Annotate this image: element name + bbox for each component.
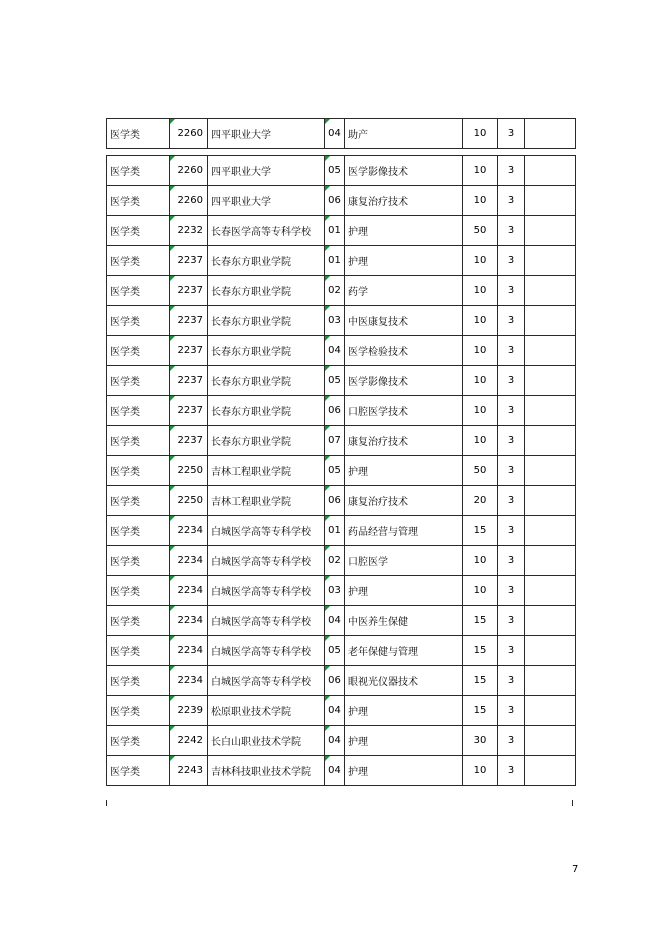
category-cell: 医学类 xyxy=(107,696,170,726)
enrollment-count-cell: 15 xyxy=(463,606,498,636)
enrollment-count-cell: 30 xyxy=(463,726,498,756)
school-code-cell: 2237 xyxy=(170,306,208,336)
table-row xyxy=(107,426,576,456)
school-code-cell: 2250 xyxy=(170,456,208,486)
school-code-cell: 2250 xyxy=(170,486,208,516)
category-cell: 医学类 xyxy=(107,246,170,276)
major-name-cell: 护理 xyxy=(345,576,463,606)
table-row xyxy=(107,546,576,576)
major-code-cell: 06 xyxy=(325,486,345,516)
major-name-cell: 医学检验技术 xyxy=(345,336,463,366)
table-row xyxy=(107,606,576,636)
school-name-cell: 长春东方职业学院 xyxy=(208,336,325,366)
category-cell: 医学类 xyxy=(107,546,170,576)
table-row xyxy=(107,666,576,696)
major-name-cell: 康复治疗技术 xyxy=(345,186,463,216)
enrollment-count-cell: 10 xyxy=(463,576,498,606)
table-row xyxy=(107,366,576,396)
note-cell xyxy=(525,246,576,276)
note-cell xyxy=(525,366,576,396)
major-name-cell: 护理 xyxy=(345,246,463,276)
school-name-cell: 白城医学高等专科学校 xyxy=(208,666,325,696)
enrollment-count-cell: 10 xyxy=(463,366,498,396)
school-name-cell: 吉林工程职业学院 xyxy=(208,456,325,486)
category-cell: 医学类 xyxy=(107,276,170,306)
major-code-cell: 01 xyxy=(325,246,345,276)
table-row xyxy=(107,696,576,726)
school-name-cell: 白城医学高等专科学校 xyxy=(208,606,325,636)
note-cell xyxy=(525,426,576,456)
study-years-cell: 3 xyxy=(498,576,525,606)
school-code-cell: 2234 xyxy=(170,516,208,546)
study-years-cell: 3 xyxy=(498,636,525,666)
note-cell xyxy=(525,576,576,606)
enrollment-count-cell: 50 xyxy=(463,216,498,246)
school-name-cell: 白城医学高等专科学校 xyxy=(208,546,325,576)
major-code-cell: 02 xyxy=(325,546,345,576)
major-name-cell: 护理 xyxy=(345,756,463,786)
category-cell: 医学类 xyxy=(107,156,170,186)
table-row xyxy=(107,186,576,216)
school-name-cell: 长春东方职业学院 xyxy=(208,246,325,276)
study-years-cell: 3 xyxy=(498,426,525,456)
category-cell: 医学类 xyxy=(107,666,170,696)
study-years-cell: 3 xyxy=(498,516,525,546)
category-cell: 医学类 xyxy=(107,306,170,336)
category-cell: 医学类 xyxy=(107,426,170,456)
major-code-cell: 04 xyxy=(325,119,345,149)
school-name-cell: 长春东方职业学院 xyxy=(208,306,325,336)
major-name-cell: 眼视光仪器技术 xyxy=(345,666,463,696)
major-code-cell: 03 xyxy=(325,576,345,606)
major-name-cell: 护理 xyxy=(345,696,463,726)
note-cell xyxy=(525,756,576,786)
school-code-cell: 2237 xyxy=(170,366,208,396)
school-name-cell: 四平职业大学 xyxy=(208,186,325,216)
major-code-cell: 05 xyxy=(325,366,345,396)
major-name-cell: 口腔医学技术 xyxy=(345,396,463,426)
table-row xyxy=(107,396,576,426)
school-name-cell: 长春东方职业学院 xyxy=(208,366,325,396)
table-row xyxy=(107,246,576,276)
enrollment-count-cell: 10 xyxy=(463,306,498,336)
note-cell xyxy=(525,666,576,696)
school-name-cell: 吉林工程职业学院 xyxy=(208,486,325,516)
study-years-cell: 3 xyxy=(498,306,525,336)
page-number: 7 xyxy=(572,864,579,875)
study-years-cell: 3 xyxy=(498,456,525,486)
enrollment-count-cell: 10 xyxy=(463,336,498,366)
enrollment-table-top xyxy=(106,118,576,149)
major-name-cell: 医学影像技术 xyxy=(345,366,463,396)
school-name-cell: 吉林科技职业技术学院 xyxy=(208,756,325,786)
category-cell: 医学类 xyxy=(107,486,170,516)
major-name-cell: 康复治疗技术 xyxy=(345,426,463,456)
table-row xyxy=(107,216,576,246)
note-cell xyxy=(525,396,576,426)
study-years-cell: 3 xyxy=(498,119,525,149)
school-code-cell: 2234 xyxy=(170,576,208,606)
table-tail-line xyxy=(106,800,107,806)
study-years-cell: 3 xyxy=(498,396,525,426)
major-code-cell: 05 xyxy=(325,156,345,186)
school-name-cell: 白城医学高等专科学校 xyxy=(208,516,325,546)
school-code-cell: 2260 xyxy=(170,119,208,149)
major-name-cell: 护理 xyxy=(345,216,463,246)
major-code-cell: 03 xyxy=(325,306,345,336)
enrollment-count-cell: 20 xyxy=(463,486,498,516)
study-years-cell: 3 xyxy=(498,486,525,516)
note-cell xyxy=(525,726,576,756)
table-row xyxy=(107,576,576,606)
table-row xyxy=(107,756,576,786)
major-code-cell: 05 xyxy=(325,456,345,486)
table-row xyxy=(107,456,576,486)
school-name-cell: 长春东方职业学院 xyxy=(208,396,325,426)
table-row xyxy=(107,156,576,186)
note-cell xyxy=(525,306,576,336)
category-cell: 医学类 xyxy=(107,756,170,786)
table-row xyxy=(107,516,576,546)
enrollment-count-cell: 50 xyxy=(463,456,498,486)
note-cell xyxy=(525,696,576,726)
study-years-cell: 3 xyxy=(498,216,525,246)
category-cell: 医学类 xyxy=(107,366,170,396)
major-name-cell: 口腔医学 xyxy=(345,546,463,576)
study-years-cell: 3 xyxy=(498,666,525,696)
enrollment-count-cell: 10 xyxy=(463,119,498,149)
major-name-cell: 药品经营与管理 xyxy=(345,516,463,546)
study-years-cell: 3 xyxy=(498,726,525,756)
major-code-cell: 07 xyxy=(325,426,345,456)
school-code-cell: 2243 xyxy=(170,756,208,786)
study-years-cell: 3 xyxy=(498,696,525,726)
note-cell xyxy=(525,546,576,576)
table-tail-line xyxy=(572,800,573,806)
category-cell: 医学类 xyxy=(107,396,170,426)
school-name-cell: 松原职业技术学院 xyxy=(208,696,325,726)
study-years-cell: 3 xyxy=(498,756,525,786)
school-name-cell: 长春东方职业学院 xyxy=(208,426,325,456)
study-years-cell: 3 xyxy=(498,336,525,366)
table-row xyxy=(107,306,576,336)
major-code-cell: 04 xyxy=(325,606,345,636)
school-code-cell: 2232 xyxy=(170,216,208,246)
enrollment-count-cell: 10 xyxy=(463,246,498,276)
enrollment-count-cell: 15 xyxy=(463,696,498,726)
category-cell: 医学类 xyxy=(107,576,170,606)
table-row xyxy=(107,336,576,366)
major-code-cell: 04 xyxy=(325,696,345,726)
school-name-cell: 白城医学高等专科学校 xyxy=(208,576,325,606)
enrollment-count-cell: 15 xyxy=(463,666,498,696)
major-name-cell: 护理 xyxy=(345,726,463,756)
study-years-cell: 3 xyxy=(498,276,525,306)
major-code-cell: 04 xyxy=(325,336,345,366)
school-code-cell: 2260 xyxy=(170,156,208,186)
school-code-cell: 2242 xyxy=(170,726,208,756)
school-name-cell: 长春医学高等专科学校 xyxy=(208,216,325,246)
enrollment-count-cell: 15 xyxy=(463,636,498,666)
enrollment-count-cell: 10 xyxy=(463,186,498,216)
study-years-cell: 3 xyxy=(498,606,525,636)
school-code-cell: 2237 xyxy=(170,396,208,426)
major-code-cell: 05 xyxy=(325,636,345,666)
category-cell: 医学类 xyxy=(107,606,170,636)
major-name-cell: 护理 xyxy=(345,456,463,486)
enrollment-count-cell: 10 xyxy=(463,426,498,456)
enrollment-count-cell: 10 xyxy=(463,546,498,576)
enrollment-count-cell: 10 xyxy=(463,276,498,306)
major-code-cell: 02 xyxy=(325,276,345,306)
school-name-cell: 白城医学高等专科学校 xyxy=(208,636,325,666)
major-code-cell: 01 xyxy=(325,216,345,246)
school-code-cell: 2234 xyxy=(170,636,208,666)
category-cell: 医学类 xyxy=(107,726,170,756)
school-code-cell: 2239 xyxy=(170,696,208,726)
major-code-cell: 06 xyxy=(325,666,345,696)
major-name-cell: 老年保健与管理 xyxy=(345,636,463,666)
study-years-cell: 3 xyxy=(498,366,525,396)
major-name-cell: 助产 xyxy=(345,119,463,149)
study-years-cell: 3 xyxy=(498,246,525,276)
major-code-cell: 04 xyxy=(325,726,345,756)
school-name-cell: 四平职业大学 xyxy=(208,119,325,149)
school-code-cell: 2234 xyxy=(170,666,208,696)
note-cell xyxy=(525,486,576,516)
study-years-cell: 3 xyxy=(498,546,525,576)
major-name-cell: 药学 xyxy=(345,276,463,306)
table-row xyxy=(107,276,576,306)
note-cell xyxy=(525,516,576,546)
note-cell xyxy=(525,119,576,149)
major-name-cell: 中医康复技术 xyxy=(345,306,463,336)
table-row xyxy=(107,636,576,666)
note-cell xyxy=(525,336,576,366)
school-name-cell: 四平职业大学 xyxy=(208,156,325,186)
note-cell xyxy=(525,606,576,636)
school-code-cell: 2260 xyxy=(170,186,208,216)
school-code-cell: 2234 xyxy=(170,546,208,576)
school-code-cell: 2237 xyxy=(170,246,208,276)
school-name-cell: 长春东方职业学院 xyxy=(208,276,325,306)
note-cell xyxy=(525,276,576,306)
note-cell xyxy=(525,186,576,216)
note-cell xyxy=(525,456,576,486)
enrollment-count-cell: 15 xyxy=(463,516,498,546)
major-name-cell: 中医养生保健 xyxy=(345,606,463,636)
table-row xyxy=(107,486,576,516)
school-code-cell: 2237 xyxy=(170,426,208,456)
note-cell xyxy=(525,156,576,186)
school-code-cell: 2237 xyxy=(170,276,208,306)
major-code-cell: 06 xyxy=(325,396,345,426)
category-cell: 医学类 xyxy=(107,516,170,546)
enrollment-count-cell: 10 xyxy=(463,396,498,426)
note-cell xyxy=(525,636,576,666)
school-code-cell: 2237 xyxy=(170,336,208,366)
category-cell: 医学类 xyxy=(107,186,170,216)
category-cell: 医学类 xyxy=(107,119,170,149)
school-code-cell: 2234 xyxy=(170,606,208,636)
note-cell xyxy=(525,216,576,246)
school-name-cell: 长白山职业技术学院 xyxy=(208,726,325,756)
study-years-cell: 3 xyxy=(498,186,525,216)
category-cell: 医学类 xyxy=(107,456,170,486)
major-code-cell: 01 xyxy=(325,516,345,546)
major-name-cell: 康复治疗技术 xyxy=(345,486,463,516)
category-cell: 医学类 xyxy=(107,216,170,246)
enrollment-count-cell: 10 xyxy=(463,156,498,186)
category-cell: 医学类 xyxy=(107,636,170,666)
study-years-cell: 3 xyxy=(498,156,525,186)
enrollment-count-cell: 10 xyxy=(463,756,498,786)
major-name-cell: 医学影像技术 xyxy=(345,156,463,186)
enrollment-table xyxy=(106,155,576,786)
table-row xyxy=(107,726,576,756)
major-code-cell: 06 xyxy=(325,186,345,216)
table-row xyxy=(107,119,576,149)
category-cell: 医学类 xyxy=(107,336,170,366)
major-code-cell: 04 xyxy=(325,756,345,786)
